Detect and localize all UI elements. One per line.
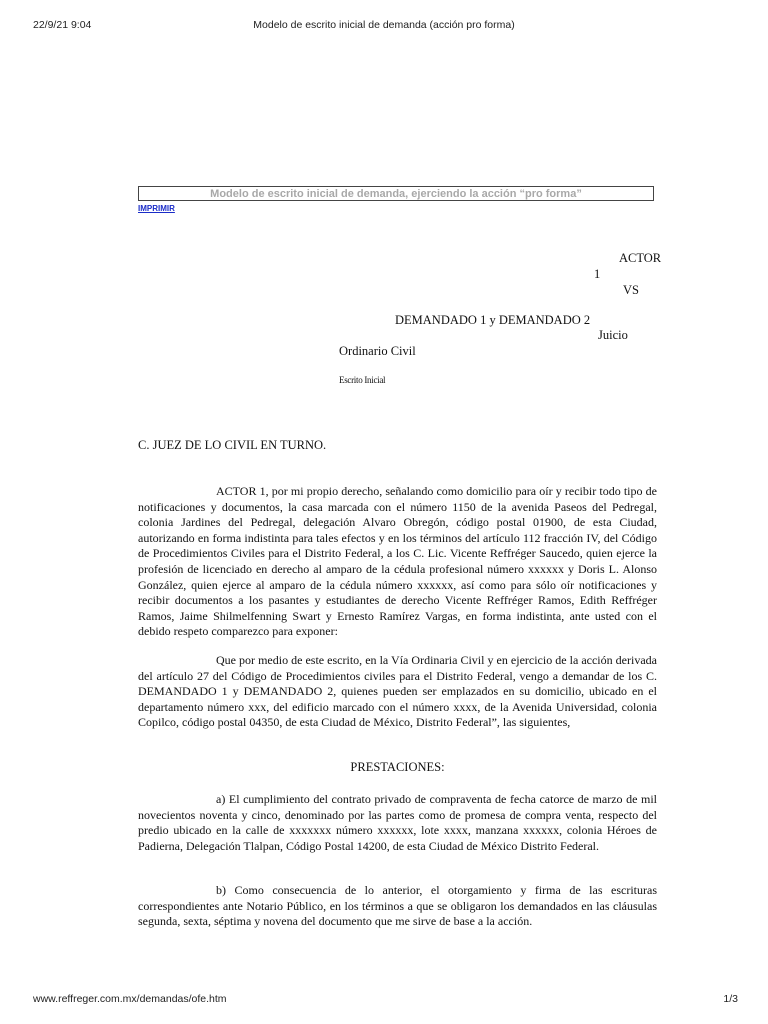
prestaciones-heading: PRESTACIONES:: [350, 760, 445, 774]
caption-escrito-inicial: Escrito Inicial: [339, 375, 386, 385]
prestacion-a: a) El cumplimiento del contrato privado de compraventa de fecha catorce de marzo de mil novecientos noventa y cinco, denominado por las partes como de promesa de compra venta, respecto del predio ubicado en la calle de xxxxxxx número xxxxxx, lote xxxx, manzana xxxxxx, colonia Héroes de Padierna, Delegación Tlalpan, Código Postal 14200, de esta Ciudad de México Distrito Federal.: [138, 792, 657, 853]
caption-juicio: Juicio: [598, 328, 628, 342]
caption-actor: ACTOR: [619, 251, 662, 265]
document-title-box: Modelo de escrito inicial de demanda, ejerciendo la acción “pro forma”: [138, 186, 654, 201]
caption-defendants: DEMANDADO 1 y DEMANDADO 2: [395, 313, 591, 327]
print-url: www.reffreger.com.mx/demandas/ofe.htm: [33, 993, 227, 1005]
caption-vs: VS: [623, 283, 639, 297]
caption-ordinario-civil: Ordinario Civil: [339, 344, 416, 358]
prestacion-b: b) Como consecuencia de lo anterior, el otorgamiento y firma de las escrituras correspondientes ante Notario Público, en los términos a que se obligaron los demandados en las cláusulas segunda, sexta, séptima y novena del documento que me sirve de base a la acción.: [138, 883, 657, 929]
print-datetime: 22/9/21 9:04: [33, 19, 92, 31]
paragraph-demand: Que por medio de este escrito, en la Vía Ordinaria Civil y en ejercicio de la acción derivada del artículo 27 del Código de Procedimientos civiles para el Distrito Federal, vengo a demandar de los C. DEMANDADO 1 y DEMANDADO 2, quienes pueden ser emplazados en su domicilio, ubicado en el departamento número xxx, del edificio marcado con el número xxxx, de la Avenida Universidad, colonia Copilco, código postal 04350, de esta Ciudad de México, Distrito Federal”, las siguientes,: [138, 653, 657, 730]
print-page-number: 1/3: [723, 993, 738, 1005]
print-link[interactable]: IMPRIMIR: [138, 204, 175, 213]
addressee: C. JUEZ DE LO CIVIL EN TURNO.: [138, 438, 327, 452]
caption-actor-number: 1: [594, 267, 601, 281]
print-page-title: Modelo de escrito inicial de demanda (acción pro forma): [253, 19, 515, 31]
paragraph-actor: ACTOR 1, por mi propio derecho, señalando como domicilio para oír y recibir todo tipo de notificaciones y documentos, la casa marcada con el número 1150 de la avenida Paseos del Pedregal, colonia Jardines del Pedregal, delegación Alvaro Obregón, código postal 01900, de esta Ciudad, autorizando en forma indistinta para tales efectos y en los términos del artículo 112 fracción IV, del Código de Procedimientos Civiles para el Distrito Federal, a los C. Lic. Vicente Reffréger Saucedo, quien ejerce la profesión de licenciado en derecho al amparo de la cédula profesional número xxxxxx y Doris L. Alonso González, quien ejerce al amparo de la cédula número xxxxxx, así como para sólo oír notificaciones y recibir documentos a los pasantes y estudiantes de derecho Vicente Reffréger Ramos, Edith Reffréger Ramos, Jaime Shilmelfenning Swart y Ernesto Ramírez Vargas, en forma indistinta, ante usted con el debido respeto comparezco para exponer:: [138, 484, 657, 639]
